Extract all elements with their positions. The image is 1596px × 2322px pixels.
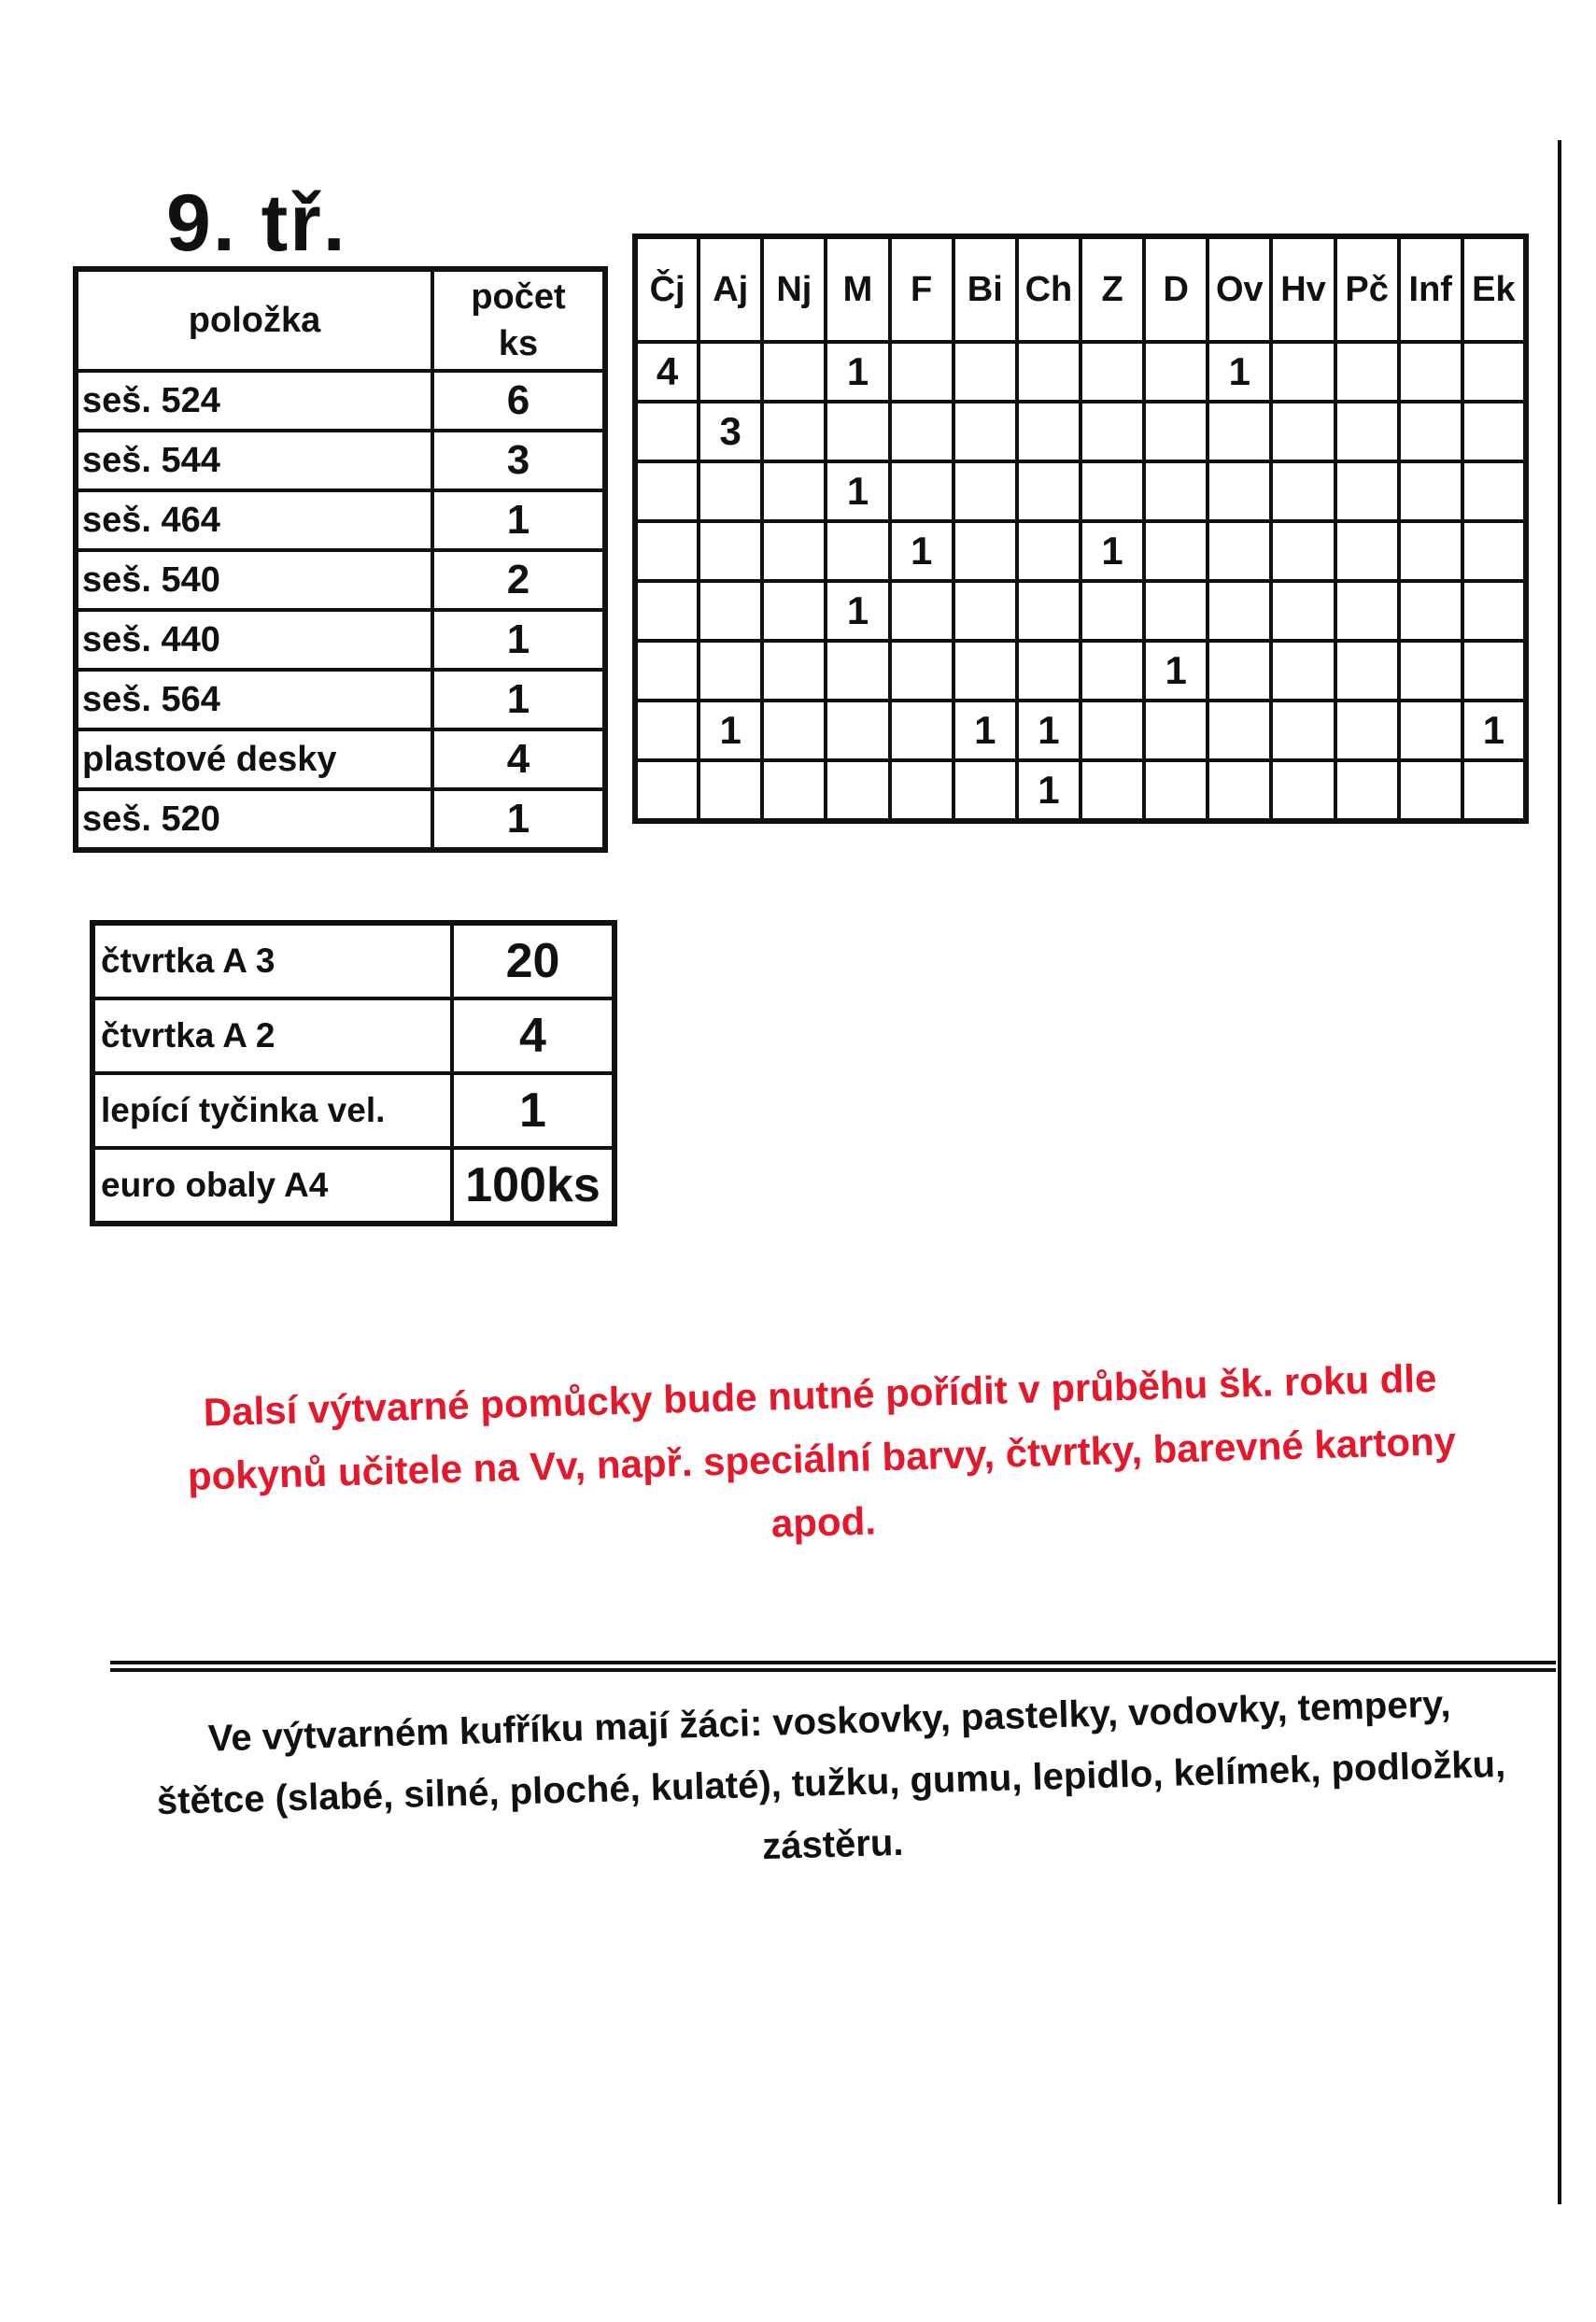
subject-cell [1271, 760, 1335, 821]
subject-cell [826, 402, 889, 461]
item-count: 3 [432, 431, 605, 490]
subject-header: M [826, 236, 889, 342]
supplies-table [90, 920, 617, 1226]
subject-header: Ch [1017, 236, 1080, 342]
subject-cell [826, 760, 889, 821]
subject-cell [890, 461, 953, 521]
subject-header: Ov [1208, 236, 1271, 342]
subject-cell: 1 [826, 461, 889, 521]
subject-cell [953, 461, 1017, 521]
subject-cell [1462, 342, 1526, 402]
art-note-line: apod. [770, 1498, 877, 1546]
item-count: 1 [432, 670, 605, 729]
table-row [635, 402, 1526, 461]
subject-header: Čj [635, 236, 699, 342]
subject-cell [1080, 581, 1144, 641]
subject-cell [1335, 760, 1399, 821]
table-row [635, 521, 1526, 581]
subject-cell [1208, 461, 1271, 521]
subject-cell [762, 760, 826, 821]
subject-cell [762, 402, 826, 461]
subject-cell: 1 [1144, 641, 1208, 701]
subject-cell [1208, 521, 1271, 581]
subject-cell [1462, 521, 1526, 581]
subject-cell [1080, 760, 1144, 821]
subject-cell [762, 461, 826, 521]
subject-cell: 1 [1080, 521, 1144, 581]
subject-header: Nj [762, 236, 826, 342]
table-row [635, 461, 1526, 521]
subject-cell: 1 [826, 342, 889, 402]
subject-cell [1399, 581, 1462, 641]
subject-cell [1335, 701, 1399, 760]
subject-cell [826, 701, 889, 760]
subject-cell [1144, 521, 1208, 581]
supply-count: 100ks [452, 1148, 614, 1224]
subject-cell [1271, 402, 1335, 461]
subject-cell: 4 [635, 342, 699, 402]
subject-header: Pč [1335, 236, 1399, 342]
subject-cell [1271, 461, 1335, 521]
subject-cell [953, 342, 1017, 402]
subject-cell [953, 760, 1017, 821]
table-row [635, 641, 1526, 701]
art-note-line: pokynů učitele na Vv, např. speciální barvy, čtvrtky, barevné kartony [187, 1419, 1457, 1498]
supply-count: 20 [452, 923, 614, 998]
item-count: 4 [432, 729, 605, 789]
subject-cell [1271, 521, 1335, 581]
subject-cell [1335, 402, 1399, 461]
table-row [635, 701, 1526, 760]
subject-cell [699, 581, 762, 641]
subject-cell [1144, 402, 1208, 461]
subject-cell [635, 402, 699, 461]
subject-cell [1017, 402, 1080, 461]
subject-cell [1399, 461, 1462, 521]
item-name: plastové desky [76, 729, 432, 789]
subject-cell [1208, 701, 1271, 760]
table-row [92, 923, 614, 998]
count-header-line1: počet [471, 277, 566, 317]
subject-cell [1399, 641, 1462, 701]
art-kit-note [120, 1671, 1544, 1895]
subject-cell [762, 701, 826, 760]
subject-cell [953, 521, 1017, 581]
subject-cell [953, 581, 1017, 641]
table-row [76, 729, 605, 789]
subject-cell [635, 581, 699, 641]
item-name: seš. 520 [76, 789, 432, 850]
subject-cell [1080, 461, 1144, 521]
kit-note-line: Ve výtvarném kufříku mají žáci: voskovky, pastelky, vodovky, tempery, [207, 1683, 1452, 1760]
subject-header: Z [1080, 236, 1144, 342]
item-count: 1 [432, 789, 605, 850]
subject-cell: 1 [890, 521, 953, 581]
subject-cell [1271, 641, 1335, 701]
subject-cell [699, 461, 762, 521]
subject-cell [953, 402, 1017, 461]
subject-cell [1399, 701, 1462, 760]
kit-note-line: zástěru. [761, 1821, 905, 1868]
subject-header: Inf [1399, 236, 1462, 342]
subject-cell [890, 342, 953, 402]
item-header: položka [76, 269, 432, 371]
subject-cell [1080, 342, 1144, 402]
subject-cell [699, 342, 762, 402]
subject-cell [1144, 760, 1208, 821]
subject-cell [1080, 641, 1144, 701]
subject-cell [1208, 760, 1271, 821]
table-row [76, 431, 605, 490]
count-header-line2: ks [498, 324, 539, 363]
subject-cell [890, 641, 953, 701]
table-row [92, 1073, 614, 1148]
subject-cell [890, 402, 953, 461]
subject-cell [890, 760, 953, 821]
count-header [432, 269, 605, 371]
subject-cell [699, 760, 762, 821]
supply-count: 4 [452, 998, 614, 1073]
subject-cell [1462, 402, 1526, 461]
subject-cell [1462, 581, 1526, 641]
subject-cell [635, 641, 699, 701]
subject-cell [1271, 342, 1335, 402]
art-note-line: Dalsí výtvarné pomůcky bude nutné pořídit v průběhu šk. roku dle [203, 1355, 1437, 1435]
subject-cell [1080, 701, 1144, 760]
item-count: 2 [432, 550, 605, 610]
subject-cell [1017, 641, 1080, 701]
page-title: 9. tř. [166, 178, 347, 268]
subject-cell [762, 581, 826, 641]
subject-cell [635, 701, 699, 760]
subject-cell [1017, 342, 1080, 402]
table-row [635, 342, 1526, 402]
supply-name: čtvrtka A 2 [92, 998, 452, 1073]
subject-cell [1271, 701, 1335, 760]
subject-header: Ek [1462, 236, 1526, 342]
subject-cell [1017, 581, 1080, 641]
subject-cell [1208, 581, 1271, 641]
kit-note-line: štětce (slabé, silné, ploché, kulaté), tužku, gumu, lepidlo, kelímek, podložku, [156, 1743, 1506, 1823]
subject-cell [1335, 461, 1399, 521]
table-row [635, 581, 1526, 641]
subject-cell: 1 [1017, 701, 1080, 760]
subject-cell [826, 521, 889, 581]
subject-header: Hv [1271, 236, 1335, 342]
table-row [92, 998, 614, 1073]
items-table [73, 266, 608, 853]
subject-cell [1462, 760, 1526, 821]
subject-cell [635, 521, 699, 581]
subject-cell [1208, 641, 1271, 701]
right-margin-rule [1558, 140, 1561, 2204]
table-row [76, 490, 605, 550]
subject-cell [762, 521, 826, 581]
table-row [635, 760, 1526, 821]
item-count: 1 [432, 490, 605, 550]
subject-cell [953, 641, 1017, 701]
subject-cell: 1 [699, 701, 762, 760]
subject-header: D [1144, 236, 1208, 342]
subject-cell [890, 701, 953, 760]
subject-cell [1144, 342, 1208, 402]
subject-cell [1462, 641, 1526, 701]
subject-cell [762, 641, 826, 701]
subject-header: Bi [953, 236, 1017, 342]
subject-cell [762, 342, 826, 402]
item-count: 6 [432, 371, 605, 431]
subject-cell [699, 641, 762, 701]
item-name: seš. 544 [76, 431, 432, 490]
subject-cell [1335, 581, 1399, 641]
supply-name: čtvrtka A 3 [92, 923, 452, 998]
subject-cell: 1 [826, 581, 889, 641]
item-count: 1 [432, 610, 605, 670]
item-name: seš. 524 [76, 371, 432, 431]
subject-cell [1335, 342, 1399, 402]
subjects-header-row [635, 236, 1526, 342]
subject-cell [1144, 581, 1208, 641]
subject-cell [1208, 402, 1271, 461]
table-row [76, 789, 605, 850]
section-divider [110, 1661, 1556, 1672]
subject-header: Aj [699, 236, 762, 342]
subject-header: F [890, 236, 953, 342]
subject-cell [1399, 342, 1462, 402]
subject-cell [1335, 521, 1399, 581]
items-header-row [76, 269, 605, 371]
table-row [76, 610, 605, 670]
subject-cell [1399, 760, 1462, 821]
subject-cell [826, 641, 889, 701]
subject-cell [1144, 461, 1208, 521]
subject-cell [1017, 521, 1080, 581]
supply-name: lepící tyčinka vel. [92, 1073, 452, 1148]
item-name: seš. 464 [76, 490, 432, 550]
supply-count: 1 [452, 1073, 614, 1148]
item-name: seš. 564 [76, 670, 432, 729]
subject-cell: 1 [1017, 760, 1080, 821]
subject-cell [890, 581, 953, 641]
subject-cell: 1 [1208, 342, 1271, 402]
subject-cell: 1 [1462, 701, 1526, 760]
table-row [76, 550, 605, 610]
table-row [76, 670, 605, 729]
subject-cell [635, 760, 699, 821]
subject-cell [699, 521, 762, 581]
subject-cell [1271, 581, 1335, 641]
art-supplies-note [109, 1344, 1533, 1574]
subject-cell [635, 461, 699, 521]
table-row [76, 371, 605, 431]
subject-cell [1080, 402, 1144, 461]
item-name: seš. 440 [76, 610, 432, 670]
subject-cell [1462, 461, 1526, 521]
subject-cell [1017, 461, 1080, 521]
table-row [92, 1148, 614, 1224]
subject-cell [1399, 521, 1462, 581]
subject-cell [1399, 402, 1462, 461]
subject-cell [1144, 701, 1208, 760]
subjects-table [632, 234, 1529, 824]
subject-cell [1335, 641, 1399, 701]
subject-cell: 3 [699, 402, 762, 461]
item-name: seš. 540 [76, 550, 432, 610]
supply-name: euro obaly A4 [92, 1148, 452, 1224]
subject-cell: 1 [953, 701, 1017, 760]
